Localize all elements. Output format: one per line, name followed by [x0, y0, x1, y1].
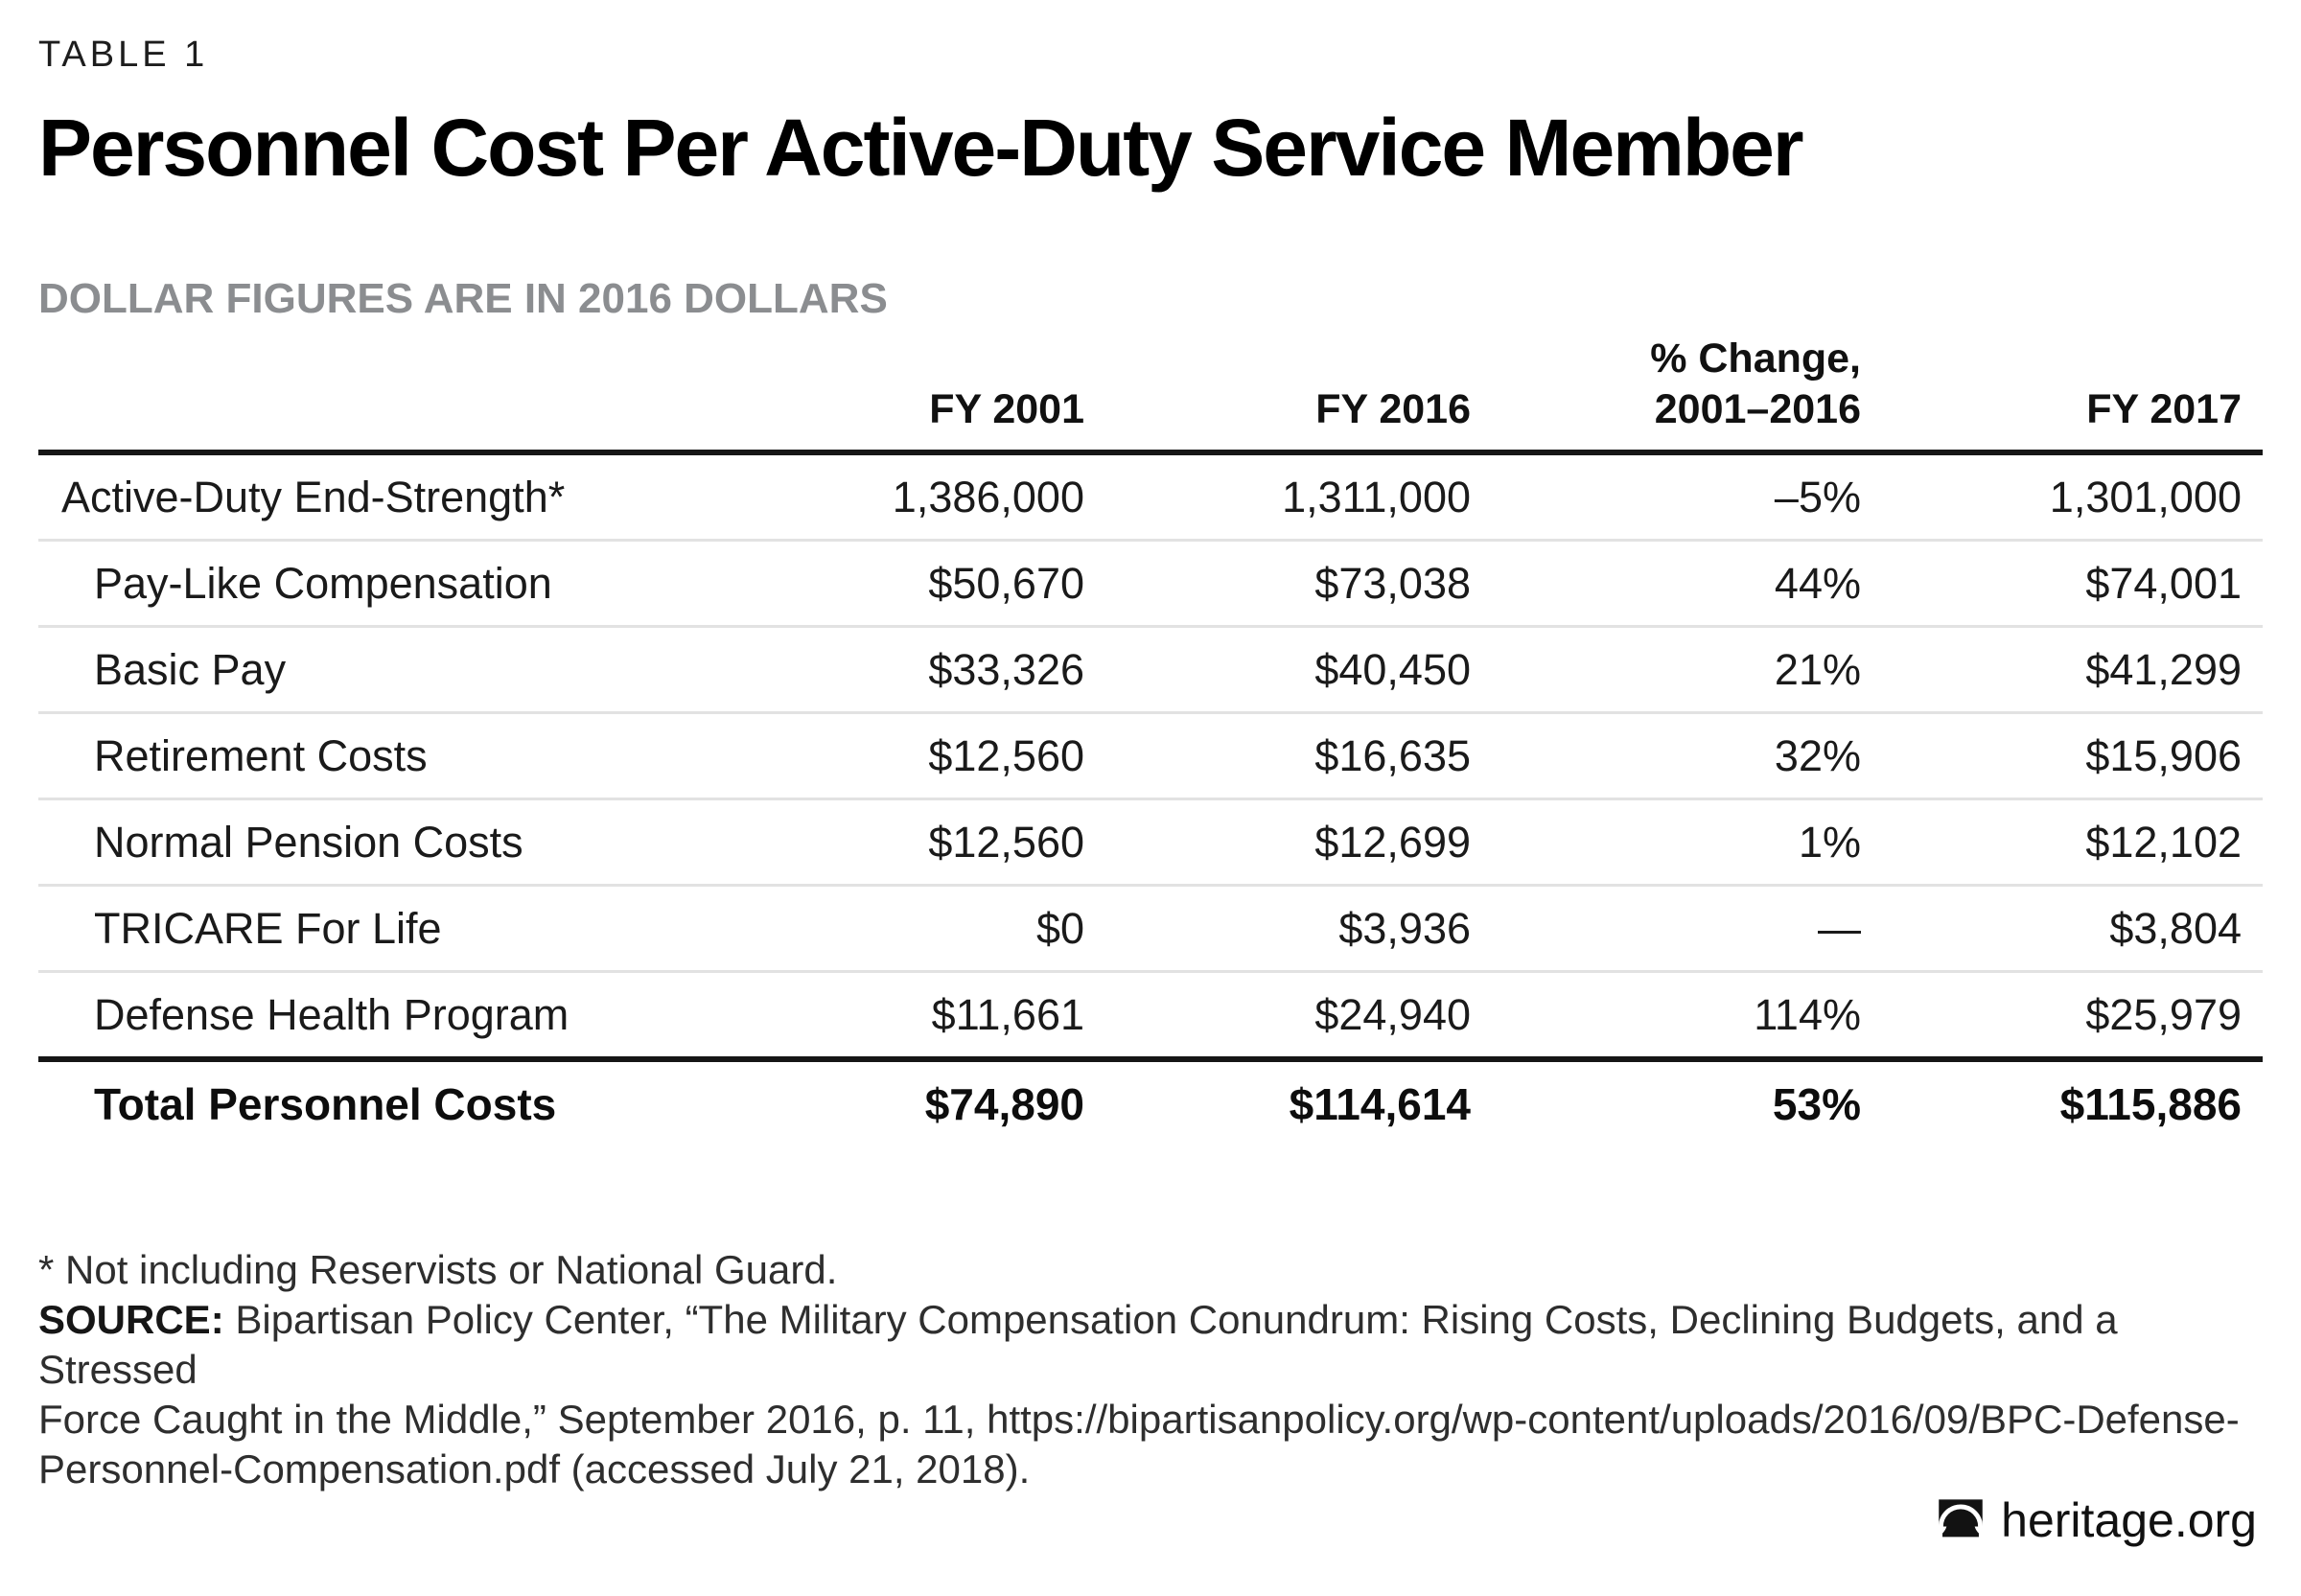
source-text-1: Bipartisan Policy Center, “The Military Compensation Conundrum: Rising Costs, Declining Budgets, and a Stressed [38, 1297, 2118, 1393]
row-label: Pay-Like Compensation [94, 558, 552, 608]
cell-fy2017: $115,886 [2059, 1078, 2242, 1129]
cell-fy2016: 1,311,000 [1282, 472, 1471, 521]
cell-fy2001: $33,326 [928, 644, 1084, 694]
cell-fy2001: $11,661 [931, 989, 1084, 1039]
row-label: Defense Health Program [94, 989, 569, 1039]
cell-fy2016: $12,699 [1314, 817, 1471, 867]
cell-fy2001: $0 [1035, 903, 1084, 953]
cell-fy2017: 1,301,000 [2049, 472, 2242, 521]
table-row-normal-pension-costs [38, 799, 2263, 886]
column-header-change-line1: % Change, [1650, 335, 1861, 382]
row-label: Total Personnel Costs [94, 1078, 557, 1129]
cell-change: 44% [1774, 558, 1861, 608]
cell-fy2017: $41,299 [2085, 644, 2242, 694]
cell-fy2017: $15,906 [2085, 730, 2242, 780]
table-row-total-personnel-costs [38, 1059, 2263, 1145]
page-title: Personnel Cost Per Active-Duty Service Member [38, 103, 1802, 193]
cell-fy2016: $40,450 [1314, 644, 1471, 694]
cell-fy2017: $25,979 [2085, 989, 2242, 1039]
table-number-label: TABLE 1 [38, 35, 209, 75]
source-label: SOURCE: [38, 1297, 224, 1343]
column-header-change-line2: 2001–2016 [1654, 385, 1861, 432]
cell-fy2016: $114,614 [1289, 1078, 1471, 1129]
cell-change: — [1818, 903, 1861, 953]
row-label: Active-Duty End-Strength* [61, 472, 566, 521]
cell-change: 114% [1754, 989, 1861, 1039]
brand-text: heritage.org [2001, 1493, 2257, 1547]
column-header-fy2017: FY 2017 [2086, 385, 2242, 432]
column-header-change [1492, 334, 1882, 452]
cell-fy2017: $12,102 [2085, 817, 2242, 867]
table-row-end-strength [38, 452, 2263, 541]
personnel-cost-table [38, 334, 2263, 1145]
source-line-3: Personnel-Compensation.pdf (accessed July 21, 2018). [38, 1446, 1031, 1492]
cell-fy2017: $74,001 [2085, 558, 2242, 608]
row-label: Normal Pension Costs [94, 817, 523, 867]
cell-change: –5% [1774, 472, 1861, 521]
cell-fy2017: $3,804 [2109, 903, 2242, 953]
cell-fy2001: $12,560 [928, 817, 1084, 867]
table-row-basic-pay [38, 627, 2263, 713]
cell-fy2016: $73,038 [1314, 558, 1471, 608]
cell-fy2001: $12,560 [928, 730, 1084, 780]
cell-fy2016: $24,940 [1314, 989, 1471, 1039]
source-line-2: Force Caught in the Middle,” September 2016, p. 11, https://bipartisanpolicy.org/wp-content/uploads/2016/09/BPC-Defense- [38, 1397, 2240, 1443]
heritage-logo [1936, 1495, 2257, 1545]
row-label: Basic Pay [94, 644, 287, 694]
table-row-retirement-costs [38, 713, 2263, 799]
cell-change: 32% [1774, 730, 1861, 780]
cell-fy2001: 1,386,000 [892, 472, 1084, 521]
cell-fy2016: $16,635 [1314, 730, 1471, 780]
notes-block [38, 1245, 2263, 1494]
cell-change: 21% [1774, 644, 1861, 694]
footnote: * Not including Reservists or National Guard. [38, 1247, 838, 1293]
row-label: TRICARE For Life [94, 903, 442, 953]
cell-fy2001: $74,890 [924, 1078, 1084, 1129]
column-header-fy2001: FY 2001 [929, 385, 1084, 432]
table-row-defense-health-program [38, 972, 2263, 1060]
units-subtitle: DOLLAR FIGURES ARE IN 2016 DOLLARS [38, 275, 888, 323]
cell-fy2016: $3,936 [1338, 903, 1471, 953]
row-label: Retirement Costs [94, 730, 428, 780]
cell-fy2001: $50,670 [928, 558, 1084, 608]
liberty-bell-icon [1936, 1495, 1986, 1545]
cell-change: 1% [1798, 817, 1861, 867]
column-header-fy2016: FY 2016 [1315, 385, 1471, 432]
table-row-tricare-for-life [38, 886, 2263, 972]
table-header-row [38, 334, 2263, 452]
cell-change: 53% [1772, 1078, 1861, 1129]
table-row-pay-like-compensation [38, 541, 2263, 627]
source-line-1 [38, 1295, 2263, 1395]
column-header-empty [38, 334, 719, 452]
